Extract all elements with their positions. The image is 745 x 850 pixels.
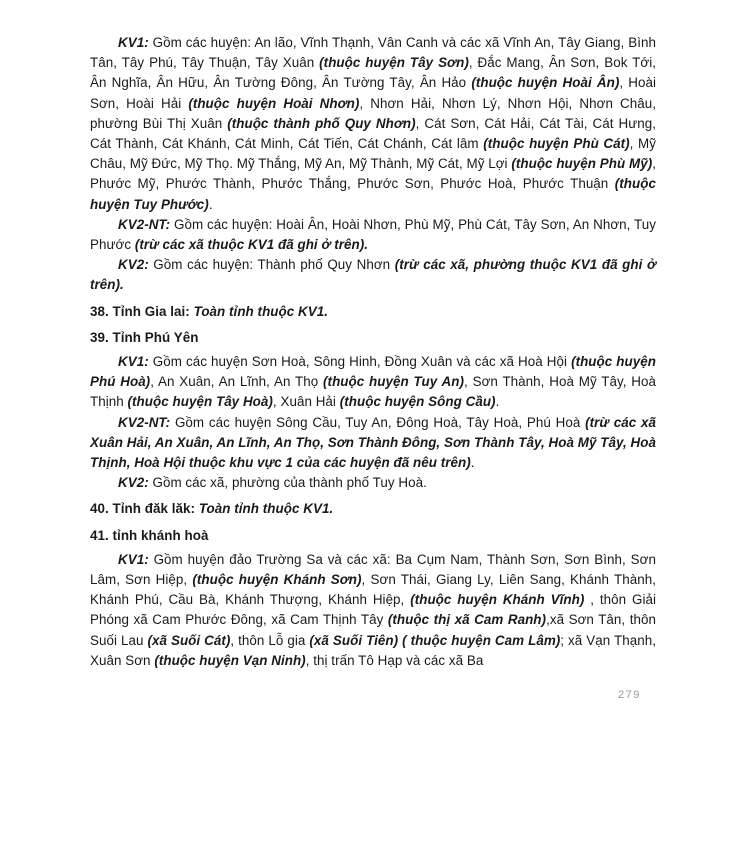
body-text: . — [470, 455, 475, 471]
body-text: Gồm các huyện Sông Cầu, Tuy An, Đông Hoà, Tây Hoà, Phú Hoà — [170, 414, 586, 430]
emphasis-text: Toàn tỉnh thuộc KV1. — [193, 303, 328, 319]
emphasis-text: (xã Suối Cát) — [147, 632, 231, 648]
section-heading — [90, 302, 656, 322]
emphasis-text: KV2: — [118, 475, 149, 491]
emphasis-text: KV1: — [118, 354, 149, 370]
emphasis-text: KV2-NT: — [118, 216, 171, 232]
emphasis-text: (thuộc huyện Hoài Ân) — [471, 75, 620, 91]
body-text: Gồm các huyện: An lão, Vĩnh Thạnh, Vân Canh và các xã Vĩnh An, Tây Giang, Bình Tân, Tây Phú, Tây Thuận, Tây Xuân — [90, 35, 656, 71]
body-text: ,xã Sơn Tân, thôn Suối Lau — [90, 612, 656, 648]
body-text: , An Xuân, An Lĩnh, An Thọ — [150, 374, 324, 390]
paragraph — [90, 413, 656, 474]
section-heading — [90, 526, 656, 546]
emphasis-text: Toàn tỉnh thuộc KV1. — [198, 501, 334, 517]
emphasis-text: (thuộc huyện Vạn Ninh) — [154, 652, 306, 668]
paragraph — [90, 473, 656, 493]
body-text: , Đắc Mang, Ân Sơn, Bok Tới, Ân Nghĩa, Ân Hữu, Ân Tường Đông, Ân Tường Tây, Ân Hảo — [90, 55, 657, 91]
body-text: , Sơn Thành, Hoà Mỹ Tây, Hoà Thịnh — [90, 374, 657, 410]
paragraph — [90, 550, 656, 671]
body-text: , thôn Lỗ gia — [230, 632, 310, 648]
body-text: 41. tỉnh khánh hoà — [90, 527, 209, 543]
emphasis-text: (thuộc thị xã Cam Ranh) — [387, 612, 547, 628]
body-text: . — [495, 394, 500, 410]
emphasis-text: (thuộc huyện Tây Hoà) — [127, 394, 273, 410]
emphasis-text: KV2: — [118, 257, 149, 273]
body-text: , Mỹ Châu, Mỹ Đức, Mỹ Thọ. Mỹ Thắng, Mỹ An, Mỹ Thành, Mỹ Cát, Mỹ Lợi — [90, 136, 657, 172]
body-text: Gồm các huyện: Thành phố Quy Nhơn — [148, 257, 395, 273]
body-text: Gồm các xã, phường của thành phố Tuy Hoà. — [148, 475, 427, 491]
body-text: , Cát Sơn, Cát Hải, Cát Tài, Cát Hưng, Cát Thành, Cát Khánh, Cát Minh, Cát Tiến, Cát Chánh, Cát lâm — [90, 115, 656, 152]
body-text: Gồm các huyện Sơn Hoà, Sông Hinh, Đồng Xuân và các xã Hoà Hội — [148, 354, 572, 370]
body-text: Gồm các huyện: Hoài Ân, Hoài Nhơn, Phù Mỹ, Phù Cát, Tây Sơn, An Nhơn, Tuy Phước — [90, 216, 656, 253]
body-text: 39. Tỉnh Phú Yên — [90, 329, 199, 345]
page-number: 279 — [618, 689, 641, 701]
section-heading — [90, 328, 656, 348]
body-text: , Phước Mỹ, Phước Thành, Phước Thắng, Phước Sơn, Phước Hoà, Phước Thuận — [90, 156, 656, 192]
emphasis-text: KV1: — [118, 551, 149, 567]
paragraph — [90, 33, 656, 215]
emphasis-text: (thuộc thành phố Quy Nhơn) — [227, 115, 416, 131]
emphasis-text: (trừ các xã, phường thuộc KV1 đã ghi ở trên). — [90, 257, 656, 293]
paragraph — [90, 352, 656, 413]
emphasis-text: (thuộc huyện Hoài Nhơn) — [188, 95, 360, 111]
body-text: , thị trấn Tô Hạp và các xã Ba — [305, 652, 484, 668]
body-text: ; xã Vạn Thạnh, Xuân Sơn — [90, 632, 656, 668]
paragraph — [90, 255, 656, 295]
body-text: 40. Tỉnh đăk lăk: — [90, 501, 199, 517]
emphasis-text: (trừ các xã Xuân Hải, An Xuân, An Lĩnh, An Thọ, Sơn Thành Đông, Sơn Thành Tây, Hoà Mỹ Tây, Hoà Thịnh, Hoà Hội thuộc khu vực 1 của các huyện đã nêu trên) — [90, 414, 656, 471]
emphasis-text: (thuộc huyện Tây Sơn) — [319, 55, 469, 71]
emphasis-text: KV1: — [118, 35, 149, 50]
body-text: , Hoài Sơn, Hoài Hải — [90, 75, 657, 111]
emphasis-text: (thuộc huyện Sông Cầu) — [339, 394, 496, 410]
paragraph — [90, 215, 656, 255]
body-text: , Xuân Hải — [272, 394, 340, 410]
emphasis-text: (thuộc huyện Khánh Sơn) — [192, 572, 362, 588]
emphasis-text: (thuộc huyện Phù Mỹ) — [511, 156, 653, 172]
emphasis-text: KV2-NT: — [118, 414, 171, 430]
body-text: . — [208, 196, 213, 212]
body-text: 38. Tỉnh Gia lai: — [90, 303, 194, 319]
section-heading — [90, 499, 656, 519]
body-text: , Sơn Thái, Giang Ly, Liên Sang, Khánh Thành, Khánh Phú, Cầu Bà, Khánh Thượng, Khánh Hiệp, — [90, 572, 656, 608]
body-text: , thôn Giải Phóng xã Cam Phước Đông, xã Cam Thịnh Tây — [90, 592, 657, 628]
document-body — [90, 33, 656, 671]
emphasis-text: (thuộc huyện Khánh Vĩnh) — [410, 592, 585, 608]
emphasis-text: (thuộc huyện Phù Cát) — [483, 136, 630, 152]
emphasis-text: (thuộc huyện Phú Hoà) — [90, 354, 656, 390]
emphasis-text: (xã Suối Tiên) ( thuộc huyện Cam Lâm) — [309, 632, 561, 648]
emphasis-text: (thuộc huyện Tuy An) — [323, 374, 465, 390]
emphasis-text: (trừ các xã thuộc KV1 đã ghi ở trên). — [134, 237, 369, 253]
body-text: , Nhơn Hải, Nhơn Lý, Nhơn Hội, Nhơn Châu, phường Bùi Thị Xuân — [90, 95, 657, 131]
body-text: Gồm huyện đảo Trường Sa và các xã: Ba Cụm Nam, Thành Sơn, Sơn Bình, Sơn Lâm, Sơn Hiệp, — [90, 551, 656, 588]
emphasis-text: (thuộc huyện Tuy Phước) — [90, 176, 656, 212]
